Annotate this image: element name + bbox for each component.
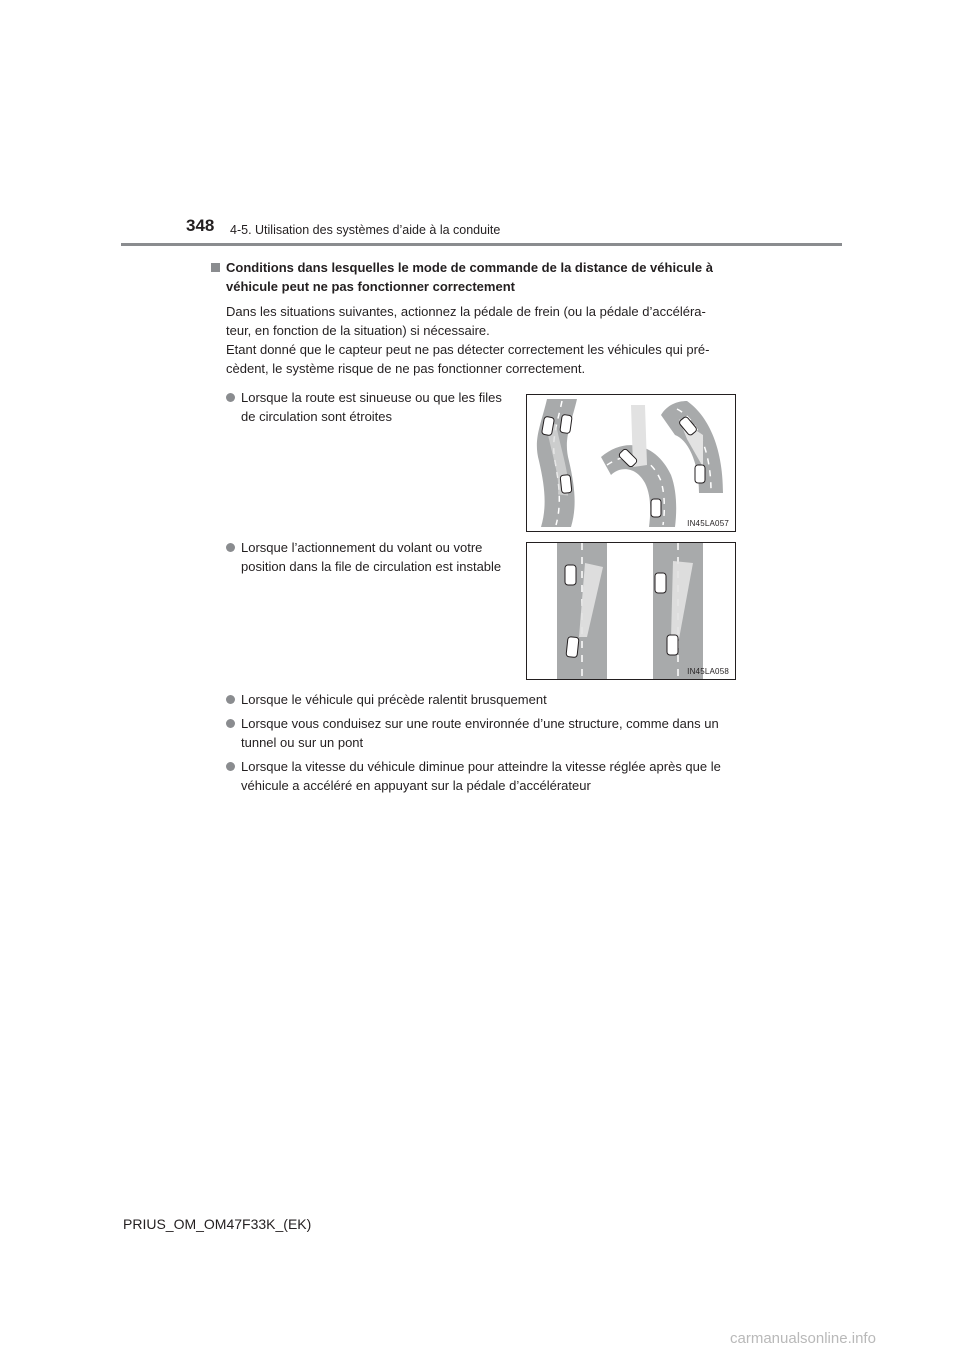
winding-road-illustration [527, 395, 735, 531]
bullet-winding-road [226, 388, 512, 426]
bullet-speed-decrease [226, 757, 752, 795]
document-code: PRIUS_OM_OM47F33K_(EK) [123, 1216, 312, 1232]
bullet-text-line: véhicule a accéléré en appuyant sur la pédale d’accélérateur [241, 778, 591, 793]
intro-line-1: Dans les situations suivantes, actionnez la pédale de frein (ou la pédale d’accéléra- [226, 304, 706, 319]
page-number: 348 [186, 216, 215, 235]
bullet-row-winding-road [210, 388, 752, 538]
lane-position-illustration [527, 543, 735, 679]
bullet-text-line: Lorsque la vitesse du véhicule diminue pour atteindre la vitesse réglée après que le [241, 759, 721, 774]
bullet-dot-icon [226, 762, 235, 771]
section-title: 4-5. Utilisation des systèmes d’aide à la conduite [230, 223, 501, 237]
heading-line-1: Conditions dans lesquelles le mode de commande de la distance de véhicule à [226, 260, 713, 275]
section-heading [210, 258, 752, 296]
bullet-unstable-steering [226, 538, 512, 576]
bullet-dot-icon [226, 393, 235, 402]
header-divider [121, 243, 842, 246]
watermark: carmanualsonline.info [730, 1330, 876, 1347]
intro-paragraph [226, 302, 752, 378]
bullet-dot-icon [226, 719, 235, 728]
intro-line-4: cèdent, le système risque de ne pas fonctionner correctement. [226, 361, 586, 376]
figure-unstable-steering [526, 542, 736, 680]
figure-code: IN45LA058 [687, 667, 729, 676]
figure-code: IN45LA057 [687, 519, 729, 528]
bullet-tunnel-bridge [226, 714, 752, 752]
bullet-text-line: Lorsque la route est sinueuse ou que les files [241, 390, 502, 405]
bullet-dot-icon [226, 543, 235, 552]
page-content [210, 258, 752, 795]
bullet-text-line: Lorsque l’actionnement du volant ou votre [241, 540, 483, 555]
bullet-row-unstable-steering [210, 538, 752, 688]
figure-winding-road [526, 394, 736, 532]
bullet-text-line: Lorsque le véhicule qui précède ralentit brusquement [241, 692, 547, 707]
bullet-dot-icon [226, 695, 235, 704]
heading-line-2: véhicule peut ne pas fonctionner correctement [226, 279, 515, 294]
bullet-text-line: de circulation sont étroites [241, 409, 393, 424]
intro-line-3: Etant donné que le capteur peut ne pas détecter correctement les véhicules qui pré- [226, 342, 710, 357]
bullet-text-line: Lorsque vous conduisez sur une route environnée d’une structure, comme dans un [241, 716, 719, 731]
bullet-text-line: tunnel ou sur un pont [241, 735, 364, 750]
bullet-sudden-braking [226, 690, 752, 709]
intro-line-2: teur, en fonction de la situation) si nécessaire. [226, 323, 490, 338]
bullet-text-line: position dans la file de circulation est instable [241, 559, 502, 574]
square-bullet-icon [211, 263, 220, 272]
